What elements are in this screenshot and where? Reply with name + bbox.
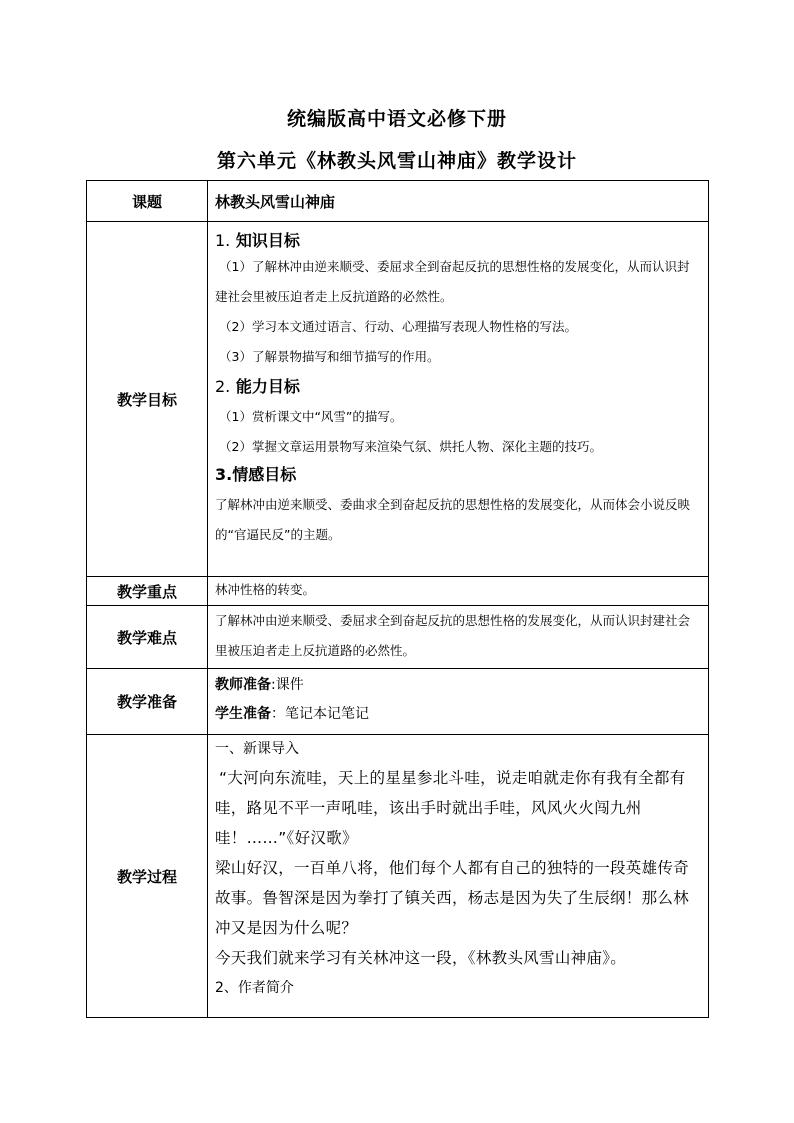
document-subtitle: 第六单元《林教头风雪山神庙》教学设计 xyxy=(216,150,577,172)
emotion-text: 了解林冲由逆来顺受、委曲求全到奋起反抗的思想性格的发展变化，从而体会小说反映的“官逼民反”的主题。 xyxy=(215,497,691,542)
process-section-2: 2、作者简介 xyxy=(215,980,294,996)
lesson-plan-table xyxy=(86,180,709,1018)
student-prep-label: 学生准备 xyxy=(215,706,271,722)
process-intro: 梁山好汉，一百单八将，他们每个人都有自己的独特的一段英雄传奇故事。鲁智深是因为拳打了镇关西，杨志是因为失了生辰纲！那么林冲又是因为什么呢？ xyxy=(215,859,690,937)
ability-heading-text: 能力目标 xyxy=(235,377,300,396)
teacher-prep-label: 教师准备 xyxy=(215,677,271,693)
knowledge-item-1: （1）了解林冲由逆来顺受、委屈求全到奋起反抗的思想性格的发展变化，从而认识封建社会里被压迫者走上反抗道路的必然性。 xyxy=(215,259,690,304)
difficulty-label: 教学难点 xyxy=(87,606,208,669)
table-row-preparation xyxy=(87,669,709,735)
prep-cell xyxy=(208,669,709,735)
student-prep-value: ：笔记本记笔记 xyxy=(271,706,369,722)
process-today: 今天我们就来学习有关林冲这一段，《林教头风雪山神庙》。 xyxy=(215,949,627,967)
knowledge-item-3: （3）了解景物描写和细节描写的作用。 xyxy=(219,349,440,364)
knowledge-heading xyxy=(215,230,700,252)
knowledge-num: 1. xyxy=(215,231,231,250)
ability-item-2: （2）掌握文章运用景物写来渲染气氛、烘托人物、深化主题的技巧。 xyxy=(219,439,602,454)
teacher-prep xyxy=(215,671,700,700)
ability-item-1: （1）赏析课文中“风雪”的描写。 xyxy=(219,409,403,424)
key-value: 林冲性格的转变。 xyxy=(215,582,316,597)
table-row-difficulty xyxy=(87,606,709,669)
process-song: “大河向东流哇，天上的星星参北斗哇，说走咱就走你有我有全都有哇，路见不平一声吼哇，该出手时就出手哇，风风火火闯九州哇！……”《好汉歌》 xyxy=(215,769,686,847)
process-cell xyxy=(208,735,709,1018)
knowledge-item-2: （2）学习本文通过语言、行动、心理描写表现人物性格的写法。 xyxy=(219,319,577,334)
topic-value: 林教头风雪山神庙 xyxy=(208,181,709,222)
ability-num: 2. xyxy=(215,377,231,396)
student-prep xyxy=(215,700,700,729)
goals-label: 教学目标 xyxy=(87,222,208,577)
key-value-cell xyxy=(208,577,709,606)
difficulty-value: 了解林冲由逆来顺受、委屈求全到奋起反抗的思想性格的发展变化，从而认识封建社会里被压迫者走上反抗道路的必然性。 xyxy=(215,613,691,658)
key-label: 教学重点 xyxy=(87,577,208,606)
table-row-topic xyxy=(87,181,709,222)
table-row-process xyxy=(87,735,709,1018)
teacher-prep-value: :课件 xyxy=(271,677,304,693)
knowledge-heading-text: 知识目标 xyxy=(235,231,300,250)
table-row-key-point xyxy=(87,577,709,606)
process-section-1: 一、新课导入 xyxy=(215,741,299,757)
document-title: 统编版高中语文必修下册 xyxy=(286,108,507,130)
difficulty-value-cell xyxy=(208,606,709,669)
goals-content xyxy=(208,222,709,577)
emotion-heading: 3.情感目标 xyxy=(215,465,297,484)
table-row-goals xyxy=(87,222,709,577)
ability-heading xyxy=(215,376,700,398)
prep-label: 教学准备 xyxy=(87,669,208,735)
topic-label: 课题 xyxy=(87,181,208,222)
process-label: 教学过程 xyxy=(87,735,208,1018)
